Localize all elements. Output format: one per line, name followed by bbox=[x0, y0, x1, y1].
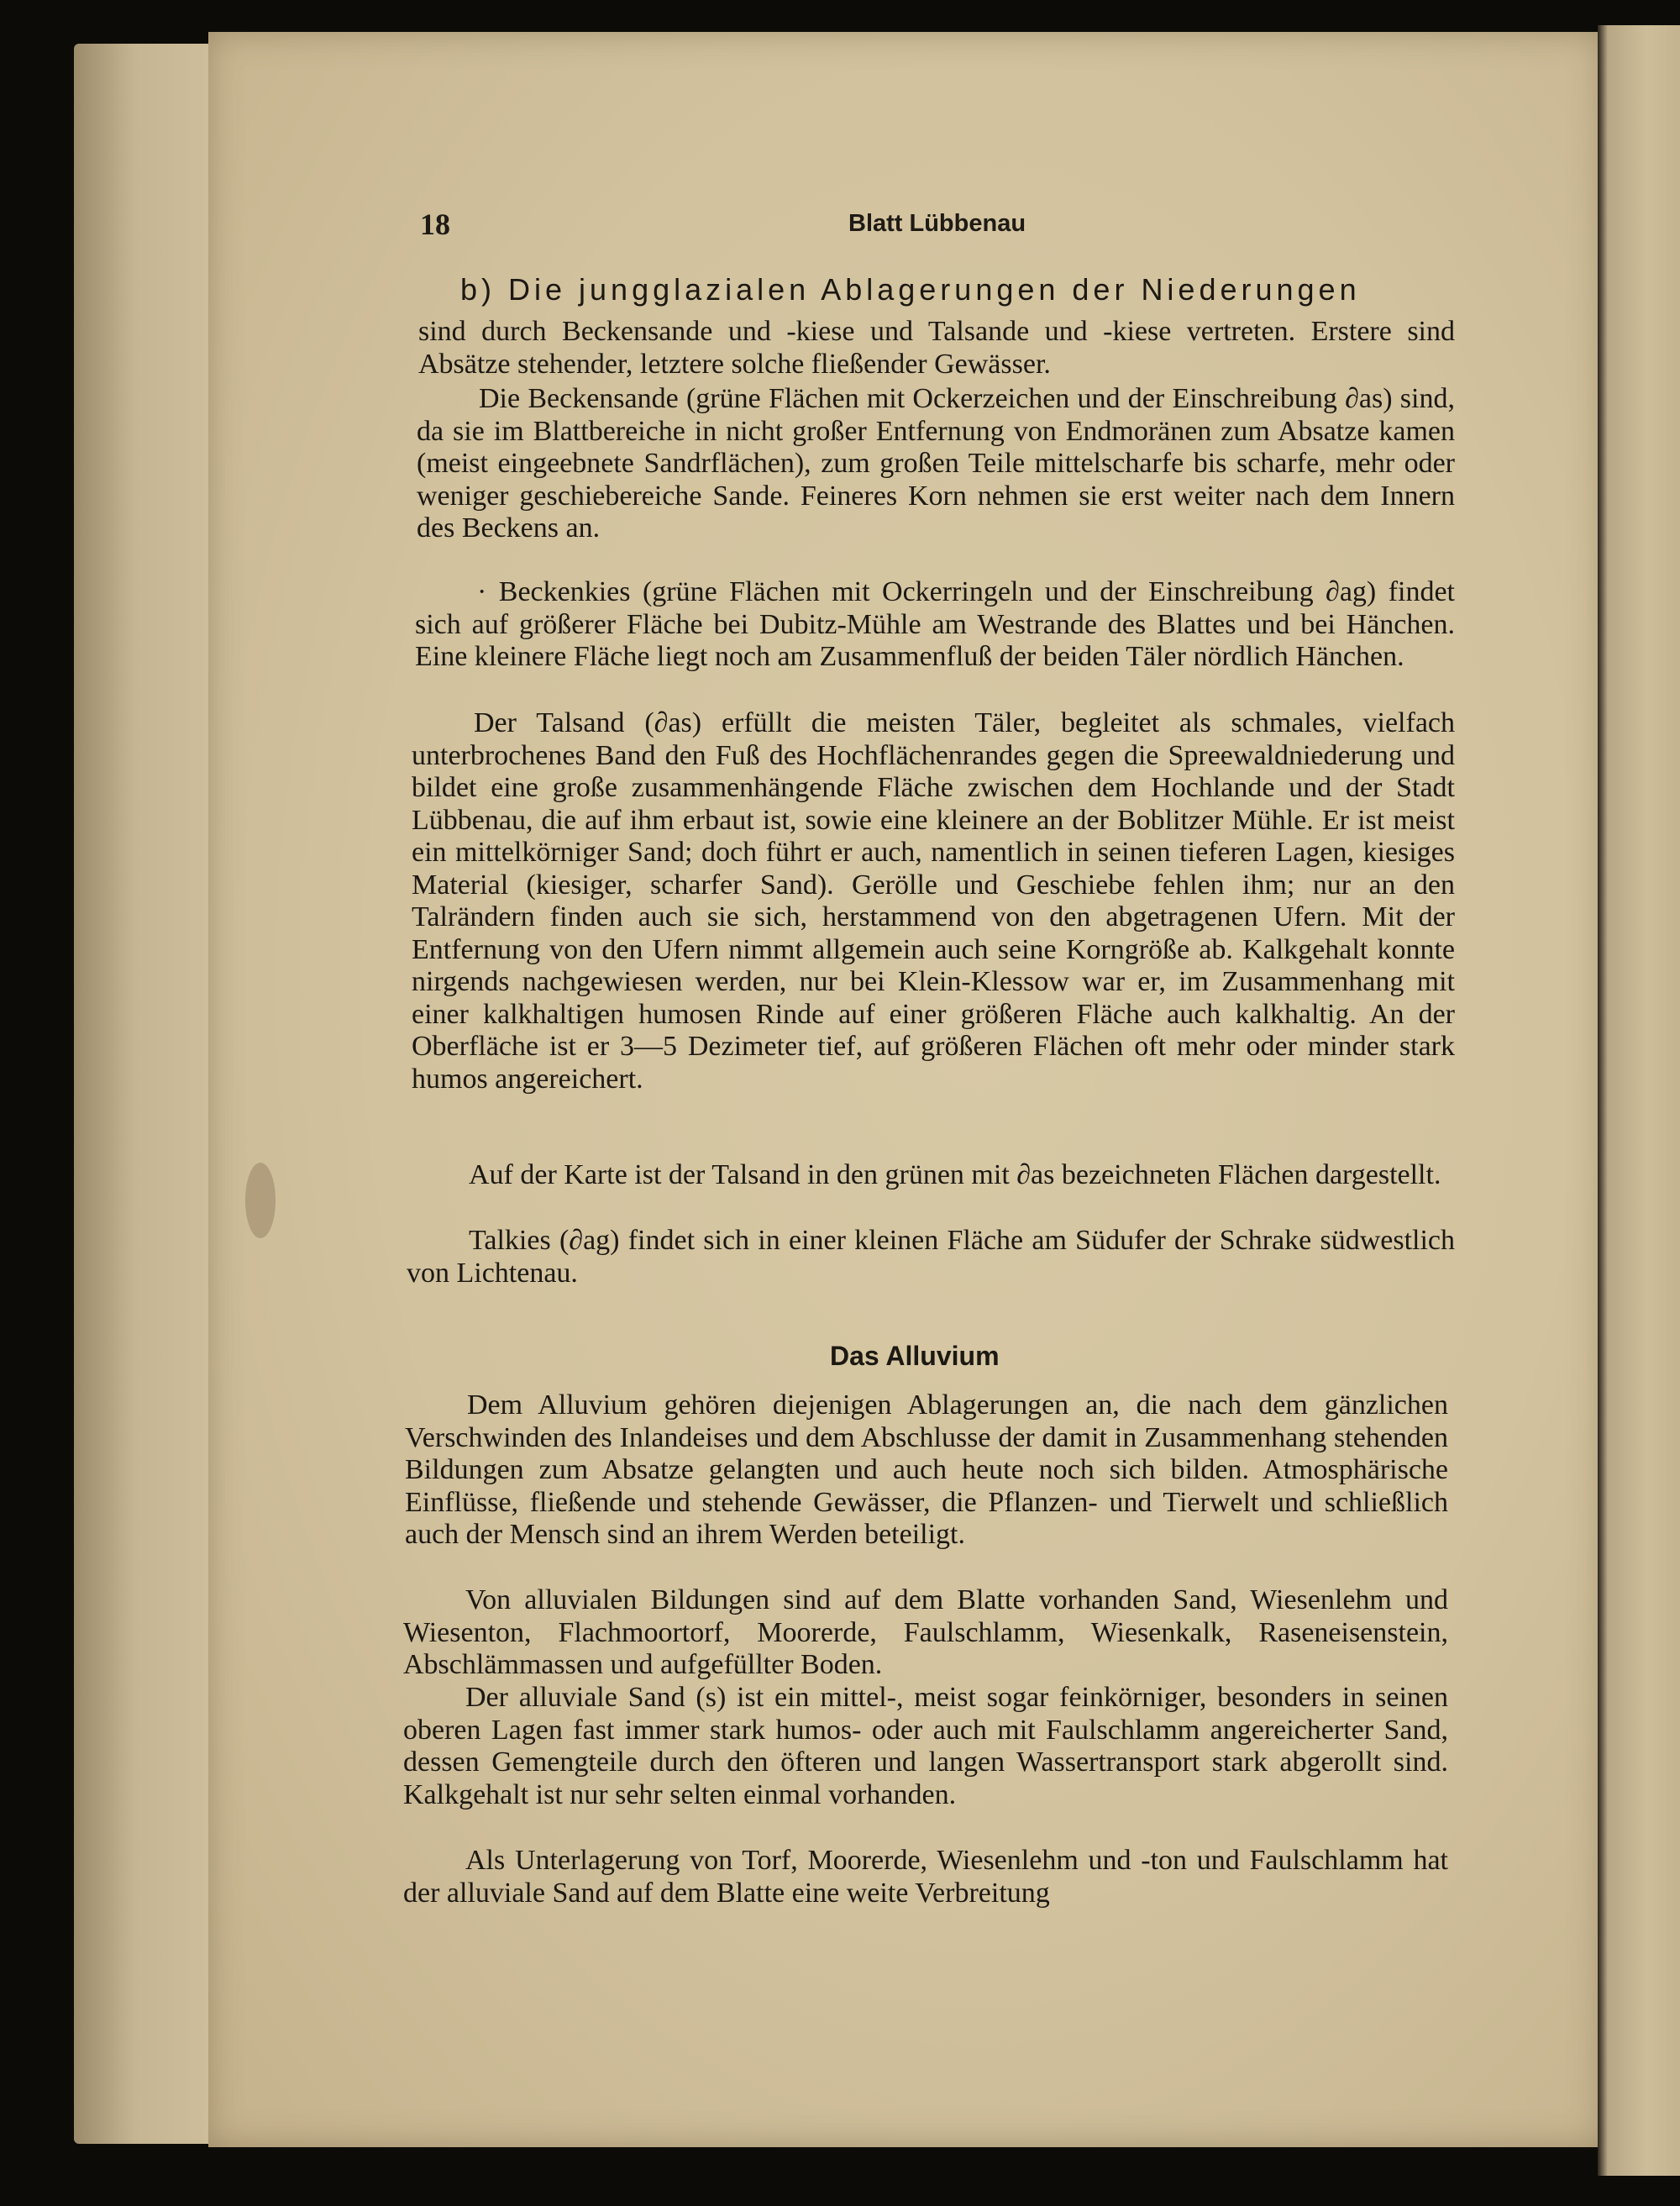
paragraph: · Beckenkies (grüne Flächen mit Ockerringeln und der Einschreibung ∂ag) findet sich auf größerer Fläche bei Dubitz-Mühle am Westrande des Blattes und bei Hänchen. Eine kleinere Fläche liegt noch am Zusammenfluß der beiden Täler nördlich Hänchen. bbox=[415, 576, 1455, 672]
paragraph: Auf der Karte ist der Talsand in den grünen mit ∂as bezeichneten Flächen dargestellt. bbox=[469, 1159, 1441, 1190]
paragraph: Als Unterlagerung von Torf, Moorerde, Wiesenlehm und -ton und Faulschlamm hat der alluviale Sand auf dem Blatte eine weite Verbreitung bbox=[403, 1845, 1448, 1909]
section-heading: b) Die jungglazialen Ablagerungen der Niederungen bbox=[460, 272, 1361, 307]
paragraph: sind durch Beckensande und -kiese und Talsande und -kiese vertreten. Erstere sind Absätze stehender, letztere solche fließender Gewässer. bbox=[418, 316, 1455, 380]
paragraph: Der alluviale Sand (s) ist ein mittel-, meist sogar feinkörniger, besonders in seinen oberen Lagen fast immer stark humos- oder auch mit Faulschlamm angereicherter Sand, dessen Gemengteile durch den öfteren und langen Wassertransport stark abgerollt sind. Kalkgehalt ist nur sehr selten einmal vorhanden. bbox=[403, 1682, 1448, 1810]
facing-page-edge bbox=[1598, 25, 1680, 2176]
paragraph: Die Beckensande (grüne Flächen mit Ockerzeichen und der Einschreibung ∂as) sind, da sie im Blattbereiche in nicht großer Entfernung von Endmoränen zum Absatze kamen (meist eingeebnete Sandrflächen), zum großen Teile mittelscharfe bis scharfe, mehr oder weniger geschiebereiche Sande. Feineres Korn nehmen sie erst weiter nach dem Innern des Beckens an. bbox=[417, 383, 1455, 544]
running-title: Blatt Lübbenau bbox=[848, 210, 1026, 237]
page-stain bbox=[245, 1163, 276, 1238]
page-number: 18 bbox=[420, 207, 450, 241]
underlying-page-edge bbox=[74, 44, 225, 2144]
page-header bbox=[420, 207, 1453, 249]
paragraph: Von alluvialen Bildungen sind auf dem Blatte vorhanden Sand, Wiesenlehm und Wiesenton, Flachmoortorf, Moorerde, Faulschlamm, Wiesenkalk, Raseneisenstein, Abschlämmassen und aufgefüllter Boden. bbox=[403, 1584, 1448, 1680]
paragraph: Der Talsand (∂as) erfüllt die meisten Täler, begleitet als schmales, vielfach unterbrochenes Band den Fuß des Hochflächenrandes gegen die Spreewaldniederung und bildet eine große zusammenhängende Fläche zwischen dem Hochlande und der Stadt Lübbenau, die auf ihm erbaut ist, sowie eine kleinere an der Boblitzer Mühle. Er ist meist ein mittelkörniger Sand; doch führt er auch, namentlich in seinen tieferen Lagen, kiesiges Material (kiesiger, scharfer Sand). Gerölle und Geschiebe fehlen ihm; nur an den Talrändern finden auch sie sich, herstammend von den abgetragenen Ufern. Mit der Entfernung von den Ufern nimmt allgemein auch seine Korngröße ab. Kalkgehalt konnte nirgends nachgewiesen werden, nur bei Klein-Klessow war er, im Zusammenhang mit einer kalkhaltigen humosen Rinde auf einer größeren Fläche auch kalkhaltig. An der Oberfläche ist er 3—5 Dezimeter tief, auf größeren Flächen oft mehr oder minder stark humos angereichert. bbox=[412, 707, 1455, 1095]
paragraph: Dem Alluvium gehören diejenigen Ablagerungen an, die nach dem gänzlichen Verschwinden des Inlandeises und dem Abschlusse der damit in Zusammenhang stehenden Bildungen zum Absatze gelangten und auch heute noch sich bilden. Atmosphärische Einflüsse, fließende und stehende Gewässer, die Pflanzen- und Tierwelt und schließlich auch der Mensch sind an ihrem Werden beteiligt. bbox=[405, 1389, 1448, 1550]
alluvium-heading: Das Alluvium bbox=[830, 1341, 1000, 1371]
paragraph: Talkies (∂ag) findet sich in einer kleinen Fläche am Südufer der Schrake südwestlich von Lichtenau. bbox=[407, 1225, 1455, 1289]
